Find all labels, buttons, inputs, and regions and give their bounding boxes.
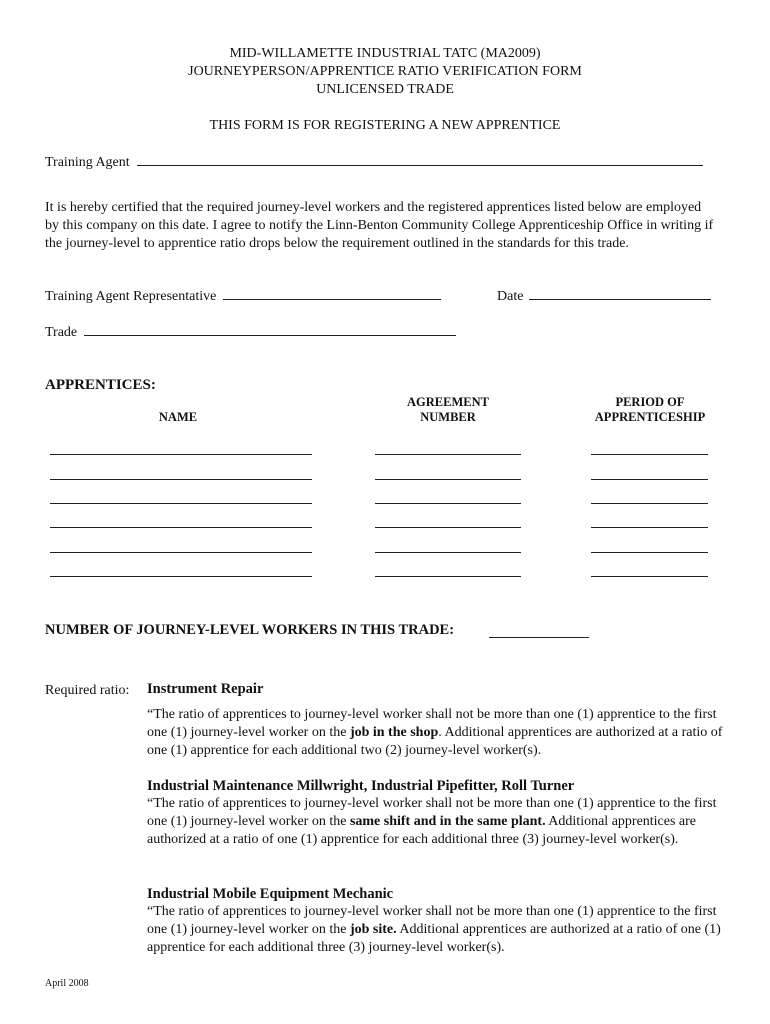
apprentice-agreement-field[interactable] [375,552,521,553]
apprentice-period-field[interactable] [591,576,708,577]
form-title: JOURNEYPERSON/APPRENTICE RATIO VERIFICATION FORM [188,64,582,79]
ratio-millwright [147,778,725,849]
training-agent-field[interactable] [137,165,703,166]
date-row [497,288,711,306]
representative-field[interactable] [223,299,441,300]
col-period-header-line2: APPRENTICESHIP [594,410,706,424]
apprentice-period-field[interactable] [591,479,708,480]
date-field[interactable] [529,299,711,300]
apprentice-name-field[interactable] [50,479,312,480]
ratio-millwright-text: “The ratio of apprentices to journey-level worker shall not be more than one (1) apprentice to the first one (1) journey-level worker on the same shift and in the same plant. Additional apprentices are authorized at a ratio of one (1) apprentice for each additional three (3) journey-level worker(s). [147,796,717,847]
ratio-mobile-title: Industrial Mobile Equipment Mechanic [147,886,394,902]
form-org-title: MID-WILLAMETTE INDUSTRIAL TATC (MA2009) [229,46,541,61]
apprentice-agreement-field[interactable] [375,454,521,455]
training-agent-row [45,154,715,172]
col-agreement-header-line2: NUMBER [420,410,476,424]
ratio-instrument-text: “The ratio of apprentices to journey-level worker shall not be more than one (1) apprentice to the first one (1) journey-level worker on the job in the shop. Additional apprentices are authorized at a ratio of one (1) apprentice for each additional two (2) journey-level worker(s). [147,707,723,758]
trade-label: Trade [45,325,78,340]
apprentice-name-field[interactable] [50,527,312,528]
footer-date: April 2008 [45,978,89,989]
ratio-mobile-text: “The ratio of apprentices to journey-level worker shall not be more than one (1) apprentice to the first one (1) journey-level worker on the job site. Additional apprentices are authorized at a ratio of one (1) apprentice for each additional three (3) journey-level worker(s). [147,904,721,955]
journey-workers-label: NUMBER OF JOURNEY-LEVEL WORKERS IN THIS TRADE: [45,622,455,638]
apprentice-name-field[interactable] [50,454,312,455]
col-period-header-line1: PERIOD OF [615,395,685,409]
apprentice-agreement-field[interactable] [375,503,521,504]
representative-label: Training Agent Representative [45,289,217,304]
form-subtitle: UNLICENSED TRADE [316,82,454,97]
col-agreement-header [388,395,508,425]
ratio-mobile-mechanic [147,886,725,957]
certification-text: It is hereby certified that the required journey-level workers and the registered apprentices listed below are employed by this company on this date. I agree to notify the Linn-Benton Community College Apprenticeship Office in writing if the journey-level to apprentice ratio drops below the requirement outlined in the standards for this trade. [45,200,714,251]
form-purpose: THIS FORM IS FOR REGISTERING A NEW APPRENTICE [209,118,561,133]
col-agreement-header-line1: AGREEMENT [407,395,489,409]
trade-row [45,324,456,342]
ratio-instrument-title: Instrument Repair [147,681,264,697]
apprentice-period-field[interactable] [591,552,708,553]
apprentice-name-field[interactable] [50,552,312,553]
col-name-header: NAME [158,410,198,424]
date-label: Date [497,289,524,304]
representative-row [45,288,441,306]
apprentice-period-field[interactable] [591,454,708,455]
ratio-millwright-title: Industrial Maintenance Millwright, Industrial Pipefitter, Roll Turner [147,778,575,794]
journey-workers-field[interactable] [489,637,589,638]
apprentice-name-field[interactable] [50,576,312,577]
apprentice-agreement-field[interactable] [375,527,521,528]
training-agent-label: Training Agent [45,155,130,170]
apprentice-period-field[interactable] [591,503,708,504]
apprentice-agreement-field[interactable] [375,576,521,577]
col-period-header [580,395,720,425]
apprentice-period-field[interactable] [591,527,708,528]
ratio-instrument-repair [147,681,725,760]
required-ratio-label: Required ratio: [45,683,130,698]
apprentices-heading: APPRENTICES: [45,377,156,393]
trade-field[interactable] [84,335,456,336]
apprentice-agreement-field[interactable] [375,479,521,480]
apprentice-name-field[interactable] [50,503,312,504]
